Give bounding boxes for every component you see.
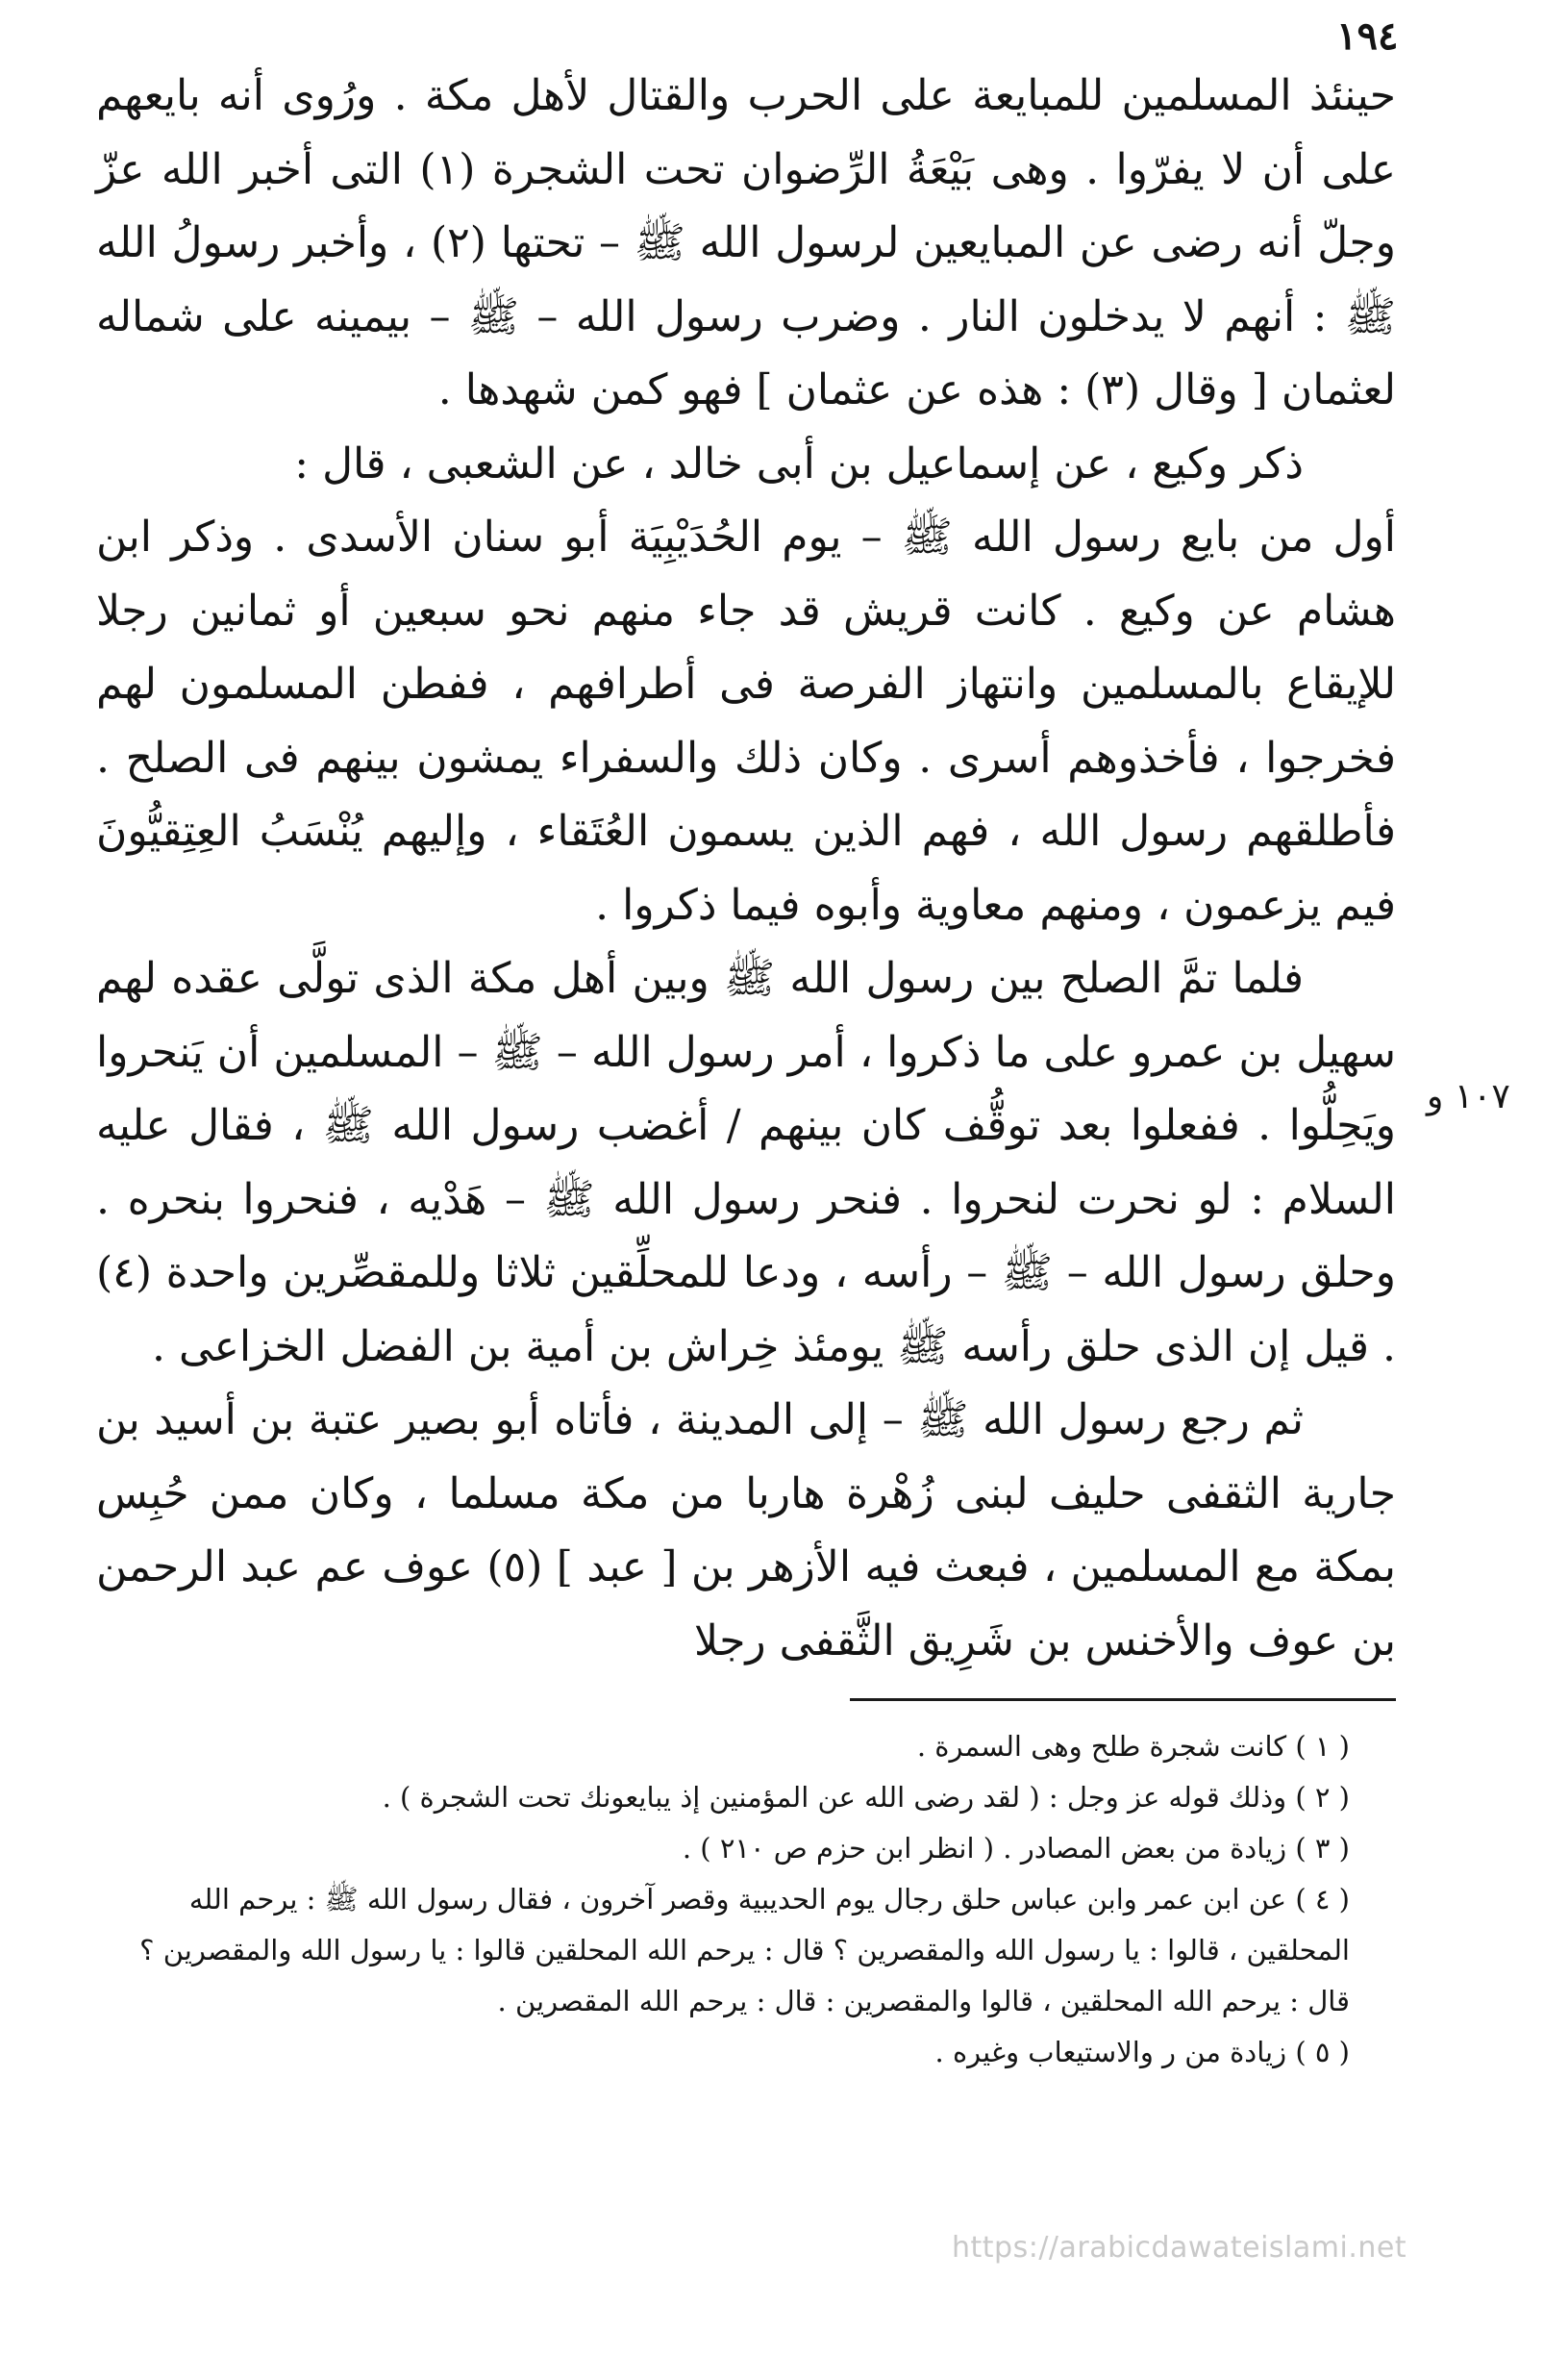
paragraph: ثم رجع رسول الله ﷺ – إلى المدينة ، فأتاه أبو بصير عتبة بن أسيد بن جارية الثقفى حليف لبنى زُهْرة هاربا من مكة مسلما ، وكان ممن حُبِس بمكة مع المسلمين ، فبعث فيه الأزهر بن [ عبد ] (٥) عوف عم عبد الرحمن بن عوف والأخنس بن شَرِيق الثَّقفى رجلا — [96, 1395, 1396, 1665]
footnotes — [96, 1721, 1396, 2078]
main-text — [96, 60, 1396, 1678]
footnote: ( ٥ ) زيادة من ر والاستيعاب وغيره . — [934, 2036, 1350, 2068]
footnote: ( ٢ ) وذلك قوله عز وجل : ( لقد رضى الله عن المؤمنين إذ يبايعونك تحت الشجرة ) . — [382, 1781, 1350, 1814]
paragraph: ذكر وكيع ، عن إسماعيل بن أبى خالد ، عن الشعبى ، قال : — [294, 438, 1304, 488]
paragraph: أول من بايع رسول الله ﷺ – يوم الحُدَيْبِيَة أبو سنان الأسدى . وذكر ابن هشام عن وكيع . كانت قريش قد جاء منهم نحو سبعين أو ثمانين رجلا للإيقاع بالمسلمين وانتهاز الفرصة فى أطرافهم ، ففطن المسلمون لهم فخرجوا ، فأخذوهم أسرى . وكان ذلك والسفراء يمشون بينهم فى الصلح . فأطلقهم رسول الله ، فهم الذين يسمون العُتَقاء ، وإليهم يُنْسَبُ العِتِقيُّونَ فيم يزعمون ، ومنهم معاوية وأبوه فيما ذكروا . — [96, 513, 1396, 930]
paragraph: فلما تمَّ الصلح بين رسول الله ﷺ وبين أهل مكة الذى تولَّى عقده لهم سهيل بن عمرو على ما ذكروا ، أمر رسول الله – ﷺ – المسلمين أن يَنحروا ويَحِلُّوا . ففعلوا بعد توقُّف كان بينهم / أغضب رسول الله ﷺ ، فقال عليه السلام : لو نحرت لنحروا . فنحر رسول الله ﷺ – هَدْيه ، فنحروا بنحره . وحلق رسول الله – ﷺ – رأسه ، ودعا للمحلِّقين ثلاثا وللمقصِّرين واحدة (٤) . قيل إن الذى حلق رأسه ﷺ يومئذ خِراش بن أمية بن الفضل الخزاعى . — [96, 954, 1396, 1371]
footnote-divider — [850, 1698, 1396, 1701]
footnote: ( ١ ) كانت شجرة طلح وهى السمرة . — [916, 1730, 1350, 1763]
margin-folio-note: ١٠٧ و — [1427, 1077, 1510, 1116]
watermark-url: https://arabicdawateislami.net — [952, 2231, 1407, 2265]
page-number: ١٩٤ — [1336, 13, 1399, 59]
paragraph: حينئذ المسلمين للمبايعة على الحرب والقتال لأهل مكة . ورُوى أنه بايعهم على أن لا يفرّوا . وهى بَيْعَةُ الرِّضوان تحت الشجرة (١) التى أخبر الله عزّ وجلّ أنه رضى عن المبايعين لرسول الله ﷺ – تحتها (٢) ، وأخبر رسولُ الله ﷺ : أنهم لا يدخلون النار . وضرب رسول الله – ﷺ – بيمينه على شماله لعثمان [ وقال (٣) : هذه عن عثمان ] فهو كمن شهدها . — [96, 71, 1396, 414]
footnote: ( ٤ ) عن ابن عمر وابن عباس حلق رجال يوم الحديبية وقصر آخرون ، فقال رسول الله ﷺ : يرحم الله المحلقين ، قالوا : يا رسول الله والمقصرين ؟ قال : يرحم الله المحلقين قالوا : يا رسول الله والمقصرين ؟ قال : يرحم الله المحلقين ، قالوا والمقصرين : قال : يرحم الله المقصرين . — [139, 1883, 1350, 2017]
footnote: ( ٣ ) زيادة من بعض المصادر . ( انظر ابن حزم ص ٢١٠ ) . — [682, 1832, 1350, 1865]
